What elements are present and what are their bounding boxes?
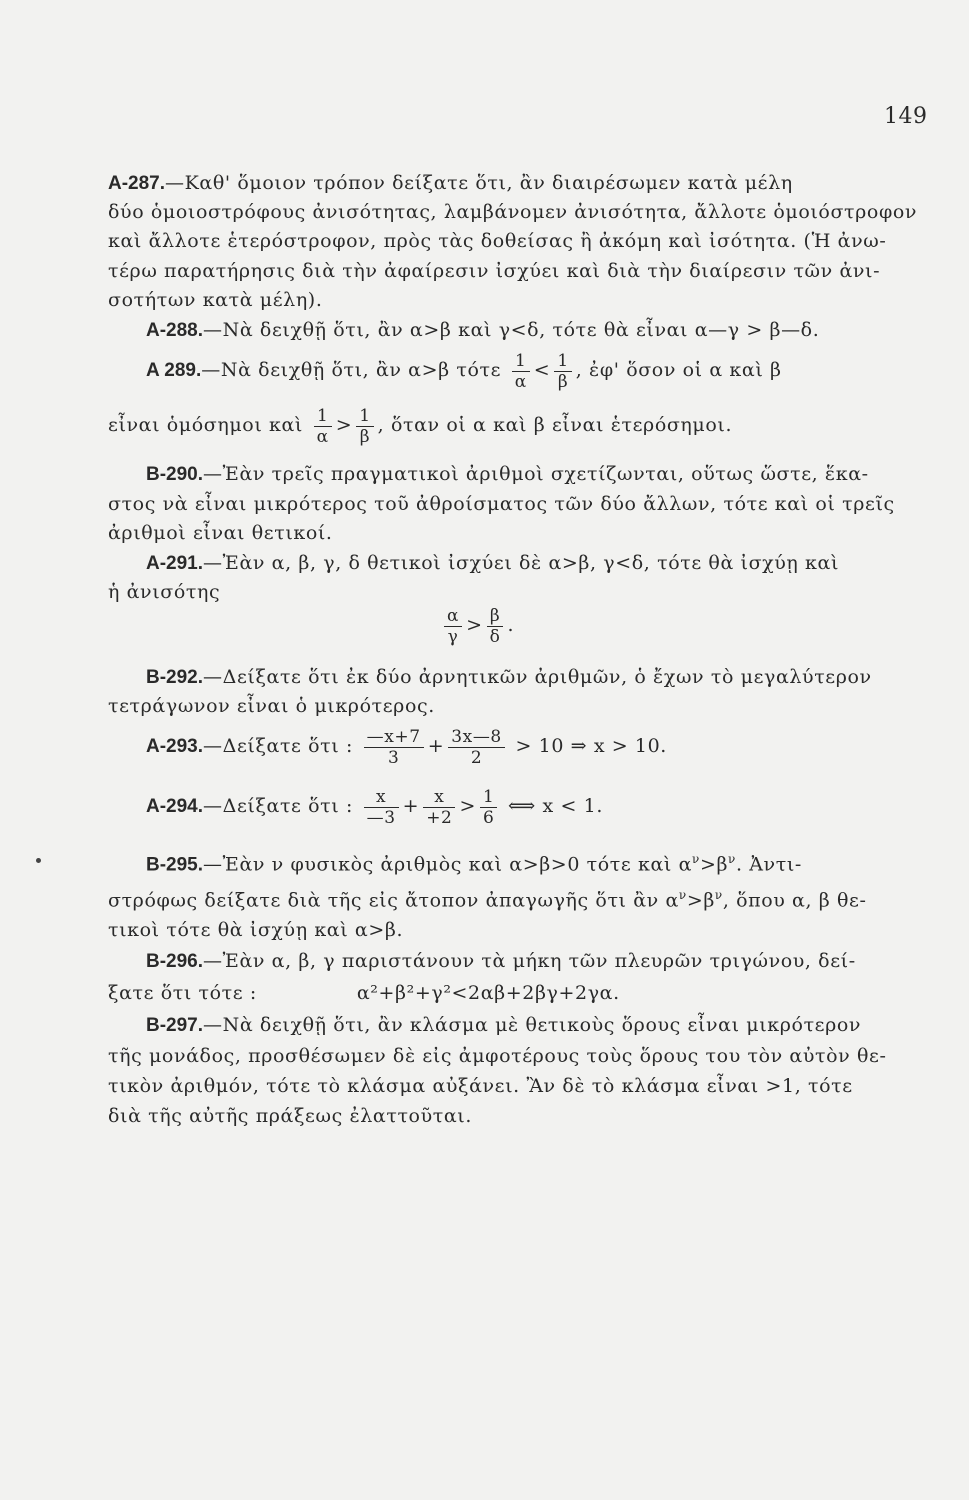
text: , ὅταν οἱ α καὶ β εἶναι ἑτερόσημοι. — [377, 414, 733, 436]
problem-label: A-294. — [146, 796, 204, 817]
numerator: x — [423, 787, 455, 808]
formula: α²+β²+γ²<2αβ+2βγ+2γα. — [356, 982, 620, 1004]
denominator: γ — [447, 626, 459, 647]
denominator: α — [316, 426, 329, 447]
numerator: α — [444, 606, 462, 627]
operator: > — [459, 795, 476, 817]
text: —Δείξατε ὅτι ἐκ δύο ἀρνητικῶν ἀριθμῶν, ὁ ἔχων τὸ μεγαλύτερον — [203, 666, 872, 688]
fraction — [314, 406, 332, 447]
text: >β — [686, 889, 715, 912]
text: >β — [699, 853, 729, 876]
fraction — [356, 406, 373, 447]
numerator: 1 — [554, 351, 571, 372]
numerator: 1 — [314, 406, 332, 427]
problem-a287-line5: σοτήτων κατὰ μέλη). — [108, 289, 323, 311]
problem-a291-line2: ἡ ἀνισότης — [108, 581, 221, 603]
problem-b296-line2 — [108, 980, 923, 1006]
numerator: 1 — [480, 787, 497, 808]
text: > 10 ⇒ x > 10. — [515, 735, 667, 757]
numerator: 3x—8 — [448, 727, 505, 748]
problem-label: A-291. — [146, 553, 204, 574]
problem-label: A-293. — [146, 736, 204, 757]
text: ξατε ὅτι τότε : — [108, 982, 257, 1004]
problem-a287-line4: τέρω παρατήρησις διὰ τὴν ἀφαίρεσιν ἰσχύει καὶ διὰ τὴν διαίρεσιν τῶν ἀνι- — [108, 260, 881, 282]
problem-b295-line2 — [108, 882, 923, 913]
problem-label: A 289. — [146, 360, 202, 381]
text: —Ἐὰν τρεῖς πραγματικοὶ ἀριθμοὶ σχετίζωνται, οὕτως ὥστε, ἕκα- — [203, 463, 869, 485]
superscript: ν — [714, 888, 723, 902]
problem-label: B-292. — [146, 667, 204, 688]
fraction — [444, 606, 462, 647]
numerator: β — [487, 606, 504, 627]
fraction — [448, 727, 505, 768]
problem-b297-line2: τῆς μονάδος, προσθέσωμεν δὲ εἰς ἀμφοτέρους τοὺς ὅρους του τὸν αὐτὸν θε- — [108, 1045, 887, 1067]
text: —Νὰ δειχθῇ ὅτι, ἂν α>β καὶ γ<δ, τότε θὰ εἶναι α—γ > β—δ. — [203, 319, 820, 341]
problem-b290-line3: ἀριθμοὶ εἶναι θετικοί. — [108, 522, 333, 544]
problem-b292-line2: τετράγωνον εἶναι ὁ μικρότερος. — [108, 695, 435, 717]
denominator: α — [514, 371, 527, 392]
denominator: 6 — [482, 807, 495, 828]
text: ⟺ x < 1. — [508, 795, 603, 817]
problem-b290-line1 — [146, 461, 961, 488]
problem-a287-line2: δύο ὁμοιοστρόφους ἀνισότητας, λαμβάνομεν ἀνισότητα, ἄλλοτε ὁμοιόστροφον — [108, 201, 918, 223]
superscript: ν — [728, 852, 736, 866]
fraction — [487, 606, 504, 647]
superscript: ν — [678, 888, 687, 902]
operator: > — [466, 614, 483, 636]
denominator: β — [359, 426, 371, 447]
numerator: x — [364, 787, 399, 808]
problem-a288 — [146, 317, 961, 344]
margin-dot — [36, 858, 41, 863]
problem-b292-line1 — [146, 664, 961, 691]
problem-label: B-296. — [146, 951, 204, 972]
text: —Δείξατε ὅτι : — [203, 735, 353, 757]
text: —Ἐὰν ν φυσικὸς ἀριθμὸς καὶ α>β>0 τότε καὶ α — [203, 853, 693, 876]
problem-b290-line2: στος νὰ εἶναι μικρότερος τοῦ ἀθροίσματος τῶν δύο ἄλλων, τότε καὶ οἱ τρεῖς — [108, 493, 895, 515]
fraction — [512, 351, 530, 392]
page-number: 149 — [884, 104, 928, 129]
problem-a287-line3: καὶ ἄλλοτε ἑτερόστροφον, πρὸς τὰς δοθείσας ἢ ἀκόμη καὶ ἰσότητα. (Ἡ ἀνω- — [108, 230, 887, 252]
problem-b296-line1 — [146, 948, 961, 975]
denominator: 3 — [387, 747, 400, 768]
text: —Νὰ δειχθῇ ὅτι, ἂν κλάσμα μὲ θετικοὺς ὅρους εἶναι μικρότερον — [203, 1014, 862, 1036]
fraction — [364, 787, 399, 828]
problem-a289-line1 — [146, 348, 961, 393]
problem-label: A-288. — [146, 320, 204, 341]
fraction — [364, 727, 424, 768]
denominator: β — [557, 371, 569, 392]
operator: + — [427, 735, 445, 757]
operator: < — [533, 359, 551, 381]
problem-a291-line1 — [146, 550, 961, 577]
fraction — [554, 351, 571, 392]
denominator: +2 — [426, 807, 453, 828]
denominator: 2 — [470, 747, 483, 768]
problem-a293 — [146, 722, 961, 771]
problem-b297-line4: διὰ τῆς αὐτῆς πράξεως ἐλαττοῦται. — [108, 1105, 472, 1127]
text: . Ἀντι- — [735, 853, 802, 876]
problem-label: B-297. — [146, 1015, 204, 1036]
text: στρόφως δείξατε διὰ τῆς εἰς ἄτοπον ἀπαγωγῆς ὅτι ἂν α — [108, 889, 679, 912]
text: —Ἐὰν α, β, γ, δ θετικοὶ ἰσχύει δὲ α>β, γ<δ, τότε θὰ ἰσχύῃ καὶ — [203, 552, 840, 574]
text: εἶναι ὁμόσημοι καὶ — [108, 414, 303, 436]
text: —Νὰ δειχθῇ ὅτι, ἂν α>β τότε — [201, 359, 502, 381]
problem-label: B-295. — [146, 854, 204, 876]
problem-a289-line2 — [108, 403, 923, 447]
text: —Ἐὰν α, β, γ παριστάνουν τὰ μήκη τῶν πλευρῶν τριγώνου, δεί- — [203, 950, 856, 972]
numerator: —x+7 — [364, 727, 424, 748]
operator: > — [335, 414, 353, 436]
problem-b295-line3: τικοὶ τότε θὰ ἰσχύῃ καὶ α>β. — [108, 919, 404, 941]
denominator: δ — [489, 626, 501, 647]
problem-b295-line1 — [146, 846, 961, 878]
problem-b297-line1 — [146, 1012, 961, 1039]
problem-label: B-290. — [146, 464, 204, 485]
problem-b297-line3: τικὸν ἀριθμόν, τότε τὸ κλάσμα αὐξάνει. Ἂν δὲ τὸ κλάσμα εἶναι >1, τότε — [108, 1075, 853, 1097]
text: —Δείξατε ὅτι : — [203, 795, 353, 817]
text: , ἐφ' ὅσον οἱ α καὶ β — [575, 359, 782, 381]
problem-label: A-287. — [108, 173, 166, 194]
text: , ὅπου α, β θε- — [722, 889, 867, 912]
denominator: —3 — [366, 807, 396, 828]
numerator: 1 — [512, 351, 530, 372]
problem-a287-line1 — [108, 170, 923, 197]
problem-a291-formula — [440, 603, 969, 647]
superscript: ν — [692, 852, 700, 866]
problem-a294 — [146, 782, 961, 831]
fraction — [423, 787, 455, 828]
text: . — [507, 614, 515, 636]
text: —Καθ' ὅμοιον τρόπον δείξατε ὅτι, ἂν διαιρέσωμεν κατὰ μέλη — [165, 172, 793, 194]
operator: + — [402, 795, 420, 817]
fraction — [480, 787, 497, 828]
numerator: 1 — [356, 406, 373, 427]
